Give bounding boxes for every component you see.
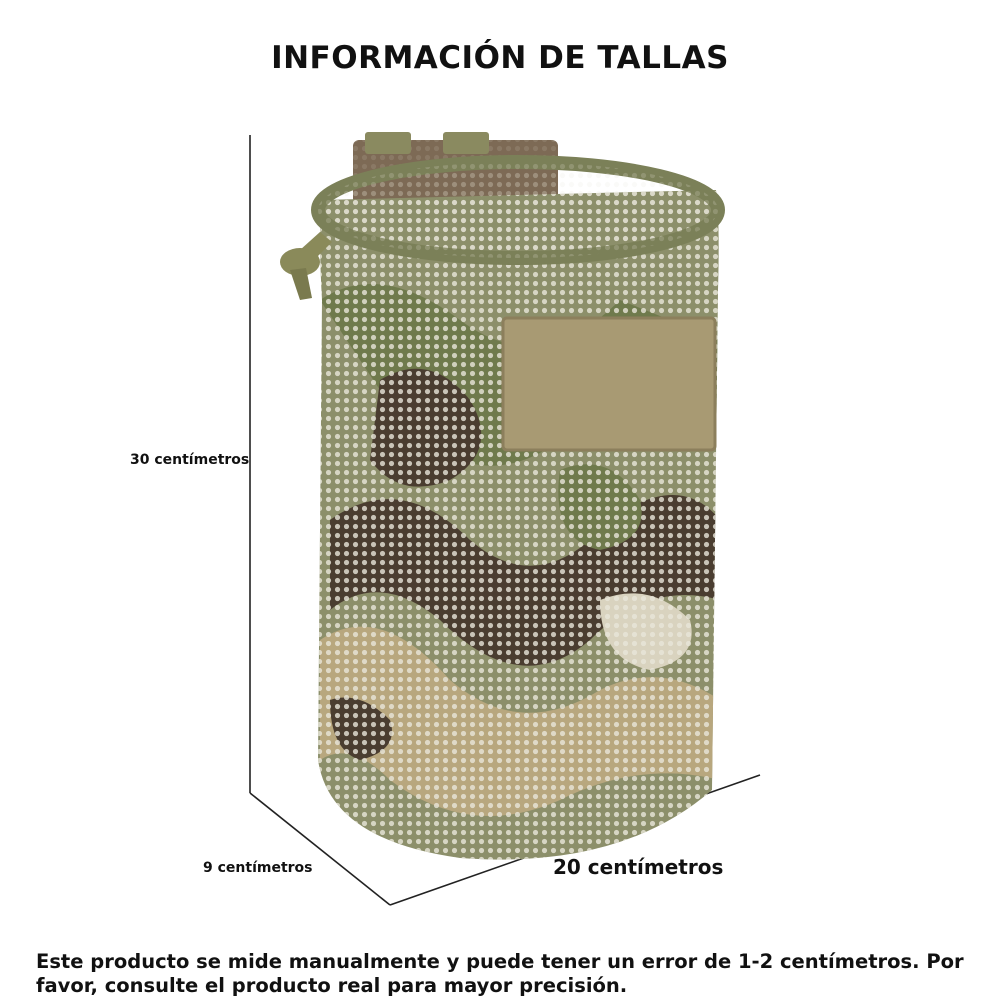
page-title: INFORMACIÓN DE TALLAS <box>271 40 729 76</box>
height-label: 30 centímetros <box>130 452 250 468</box>
velcro-patch <box>503 318 715 450</box>
mesh-pouch-image <box>280 132 740 880</box>
depth-label: 9 centímetros <box>203 860 313 876</box>
width-label: 20 centímetros <box>553 855 724 879</box>
measurement-note: Este producto se mide manualmente y puede tener un error de 1-2 centímetros. Por favor, consulte el producto real para mayor precisión. <box>36 950 964 997</box>
